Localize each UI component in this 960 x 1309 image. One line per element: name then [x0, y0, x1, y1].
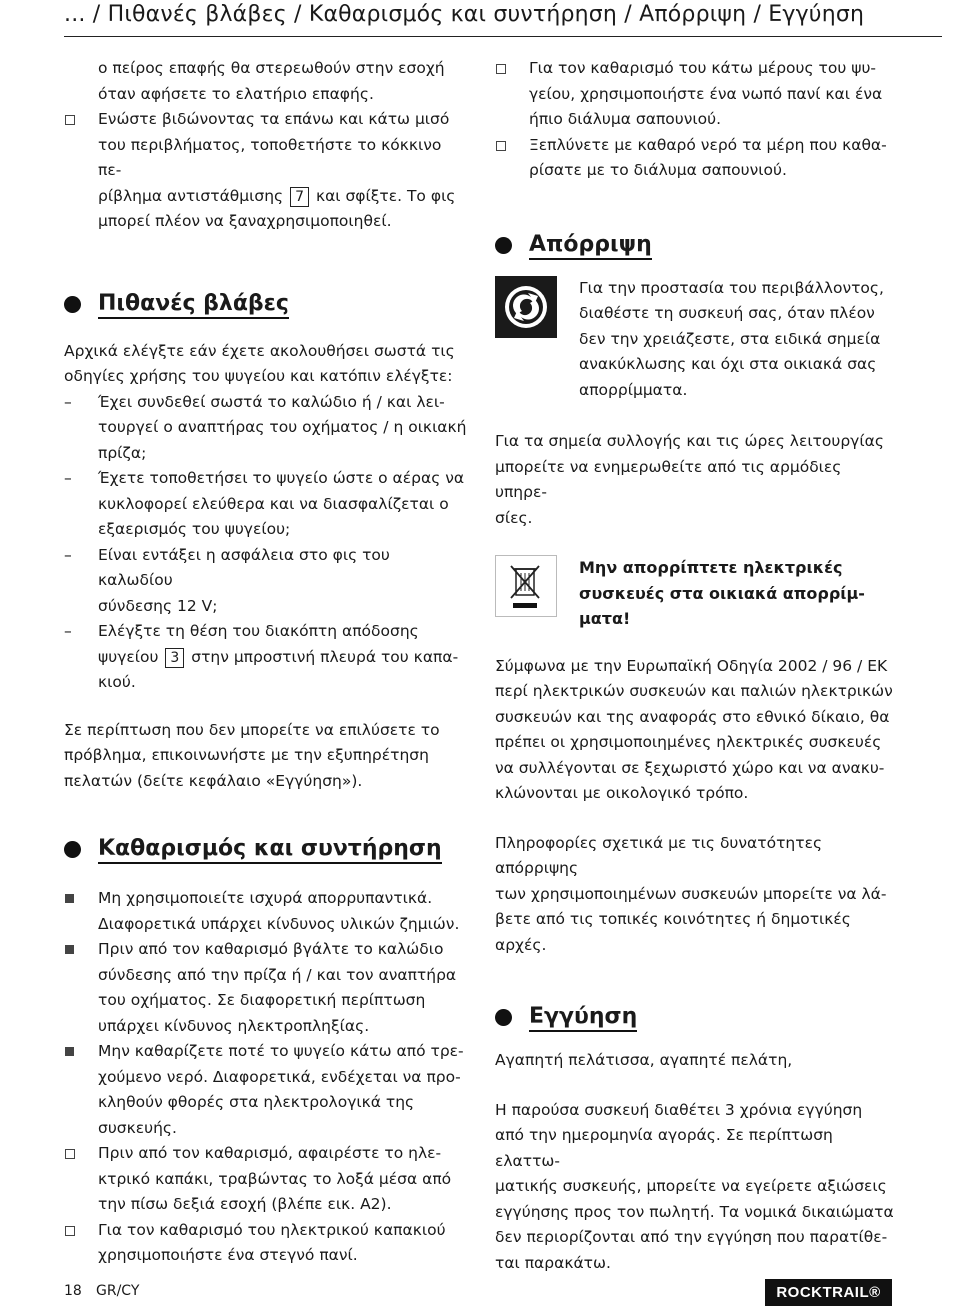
text-line: πρέπει οι χρησιμοποιημένες ηλεκτρικές συσκευές — [495, 733, 882, 751]
intro-continuation — [64, 56, 468, 107]
recycle-icon — [495, 276, 557, 338]
greeting-text: Αγαπητή πελάτισσα, αγαπητέ πελάτη, — [495, 1051, 793, 1069]
text-line: ανακύκλωσης και όχι στα οικιακά σας — [579, 355, 877, 373]
page-header: ... / Πιθανές βλάβες / Καθαρισμός και συντήρηση / Απόρριψη / Εγγύηση — [64, 2, 865, 27]
text-line: Πληροφορίες σχετικά με τις δυνατότητες απόρριψης — [495, 833, 823, 877]
text-line: κιού. — [98, 673, 136, 691]
text-line: Ελέγξτε τη θέση του διακόπτη απόδοσης — [98, 622, 419, 640]
heading-text: Απόρριψη — [529, 232, 652, 260]
text-line: Έχει συνδεθεί σωστά το καλώδιο ή / και λει- — [98, 392, 445, 411]
text-line: Ξεπλύνετε με καθαρό νερό τα μέρη που καθα- — [529, 135, 887, 154]
warning-item — [64, 937, 468, 1039]
text-line: τουργεί ο αναπτήρας του οχήματος / η οικιακή — [98, 418, 467, 436]
text-line: πρίζα; — [98, 443, 147, 462]
check-item — [64, 466, 468, 543]
text-line: βετε από τις τοπικές κοινότητες ή δημοτικές αρχές. — [495, 910, 851, 954]
text-line: των χρησιμοποιημένων συσκευών μπορείτε να λά- — [495, 884, 887, 903]
text-line: μπορεί πλέον να ξαναχρησιμοποιηθεί. — [98, 212, 392, 230]
text-line: από την ημερομηνία αγοράς. Σε περίπτωση ελαττω- — [495, 1126, 833, 1170]
text-line: Μη χρησιμοποιείτε ισχυρά απορρυπαντικά. — [98, 889, 433, 907]
text-line: Για τα σημεία συλλογής και τις ώρες λειτουργίας — [495, 432, 884, 450]
heading-text: Καθαρισμός και συντήρηση — [98, 836, 442, 864]
section-heading-disposal — [495, 230, 895, 260]
text-line: Πριν από τον καθαρισμό, αφαιρέστε το ηλε- — [98, 1144, 442, 1162]
text-line: Για τον καθαρισμό του ηλεκτρικού καπακιού — [98, 1220, 446, 1239]
text-line: διαθέστε τη συσκευή σας, όταν πλέον — [579, 304, 875, 322]
text-line: εγγύησης προς τον πωλητή. Τα νομικά δικαιώματα — [495, 1202, 894, 1221]
text-line: πρόβλημα, επικοινωνήστε με την εξυπηρέτηση — [64, 746, 429, 764]
text-line: Πριν από τον καθαρισμό βγάλτε το καλώδιο — [98, 940, 444, 958]
text-line: συσκευής. — [98, 1118, 177, 1137]
text-line — [98, 184, 468, 210]
text-line: ρίσατε με το διάλυμα σαπουνιού. — [529, 161, 787, 179]
text-line: πελατών (δείτε κεφάλαιο «Εγγύηση»). — [64, 771, 363, 790]
text-line: Διαφορετικά υπάρχει κίνδυνος υλικών ζημιών. — [98, 914, 460, 933]
warning-text: συσκευές στα οικιακά απορρίμ- — [579, 583, 865, 603]
text-line: του οχήματος. Σε διαφορετική περίπτωση — [98, 991, 426, 1009]
text-line: συσκευών και της αναφοράς στο εθνικό δίκαιο, θα — [495, 707, 890, 726]
step-item — [495, 133, 895, 184]
locale-label: GR/CY — [96, 1283, 140, 1299]
part-number-badge: 3 — [165, 648, 184, 668]
text-fragment: ψυγείου — [98, 647, 159, 666]
text-line: κληθούν φθορές στα ηλεκτρολογικά της — [98, 1093, 415, 1111]
bullet-dot-icon — [495, 1009, 512, 1026]
text-line: δεν περιορίζονται από την εγγύηση που παρατίθε- — [495, 1228, 888, 1246]
text-line: Είναι εντάξει η ασφάλεια στο φις του καλωδίου — [98, 545, 390, 589]
text-line: ήπιο διάλυμα σαπουνιού. — [529, 110, 722, 128]
text-line: κλώνονται με οικολογικό τρόπο. — [495, 784, 749, 802]
warning-item — [64, 886, 468, 937]
page-number: 18 — [64, 1283, 82, 1299]
text-line: οδηγίες χρήσης του ψυγείου και κατόπιν ελέγξτε: — [64, 367, 453, 385]
text-line: δεν την χρειάζεστε, στα ειδικά σημεία — [579, 329, 881, 348]
text-line: χρησιμοποιήστε ένα στεγνό πανί. — [98, 1246, 358, 1264]
header-rule — [64, 36, 942, 37]
check-item — [64, 619, 468, 696]
text-line: Ενώστε βιδώνοντας τα επάνω και κάτω μισό — [98, 110, 450, 128]
crossed-bin-icon — [495, 555, 557, 617]
step-item — [64, 1218, 468, 1269]
section-heading-faults — [64, 289, 468, 319]
text-line: γείου, χρησιμοποιήστε ένα νωπό πανί και ένα — [529, 84, 883, 103]
text-line: κτρικό καπάκι, τραβώντας το λοξά μέσα από — [98, 1169, 452, 1188]
text-line: απορρίμματα. — [579, 380, 688, 399]
brand-logo: ROCKTRAIL® — [765, 1279, 892, 1306]
text-line: κυκλοφορεί ελεύθερα και να διασφαλίζεται ο — [98, 494, 449, 513]
recycle-block — [495, 276, 895, 404]
text-line: Για την προστασία του περιβάλλοντος, — [579, 278, 884, 297]
text-fragment: ρίβλημα αντιστάθμισης — [98, 186, 284, 205]
section-heading-warranty — [495, 1002, 895, 1032]
check-item — [64, 390, 468, 467]
check-item — [64, 543, 468, 620]
text-line: να συλλέγονται σε ξεχωριστό χώρο και να ανακυ- — [495, 758, 885, 777]
text-line: όταν αφήσετε το ελατήριο επαφής. — [98, 84, 374, 103]
right-column — [495, 56, 895, 1276]
text-line: σύνδεσης 12 V; — [98, 596, 218, 615]
part-number-badge: 7 — [290, 187, 309, 207]
text-line: Σε περίπτωση που δεν μπορείτε να επιλύσετε το — [64, 720, 440, 739]
text-line: εξαερισμός του ψυγείου; — [98, 520, 291, 538]
text-line: υπάρχει κίνδυνος ηλεκτροπληξίας. — [98, 1016, 370, 1035]
text-line: ο πείρος επαφής θα στερεωθούν στην εσοχή — [98, 59, 445, 77]
text-line: Έχετε τοποθετήσει το ψυγείο ώστε ο αέρας να — [98, 469, 465, 487]
text-line: Για τον καθαρισμό του κάτω μέρους του ψυ- — [529, 59, 877, 77]
step-item — [495, 56, 895, 133]
text-fragment: στην μπροστινή πλευρά του καπα- — [191, 647, 459, 666]
text-line: ματικής συσκευής, μπορείτε να εγείρετε αξιώσεις — [495, 1177, 887, 1195]
step-item — [64, 1141, 468, 1218]
bullet-dot-icon — [495, 237, 512, 254]
list-item — [64, 107, 468, 235]
text-line: χούμενο νερό. Διαφορετικά, ενδέχεται να προ- — [98, 1067, 461, 1086]
text-line: Αρχικά ελέγξτε εάν έχετε ακολουθήσει σωστά τις — [64, 341, 455, 360]
text-line: περί ηλεκτρικών συσκευών και παλιών ηλεκτρικών — [495, 682, 893, 700]
bullet-dot-icon — [64, 296, 81, 313]
heading-text: Πιθανές βλάβες — [98, 291, 289, 319]
text-line: Η παρούσα συσκευή διαθέτει 3 χρόνια εγγύηση — [495, 1100, 863, 1119]
text-fragment: και σφίξτε. Το φις — [315, 186, 456, 205]
text-line — [98, 645, 468, 671]
weee-block — [495, 555, 895, 632]
text-line: την πίσω δεξιά εσοχή (βλέπε εικ. A2). — [98, 1195, 392, 1213]
left-column — [64, 56, 468, 1269]
text-line: Σύμφωνα με την Ευρωπαϊκή Οδηγία 2002 / 96 / EK — [495, 656, 888, 675]
text-line: ται παρακάτω. — [495, 1253, 611, 1272]
warning-text: ματα! — [579, 609, 631, 628]
bullet-dot-icon — [64, 841, 81, 858]
text-line: Μην καθαρίζετε ποτέ το ψυγείο κάτω από τρε- — [98, 1042, 464, 1060]
warning-item — [64, 1039, 468, 1141]
text-line: σίες. — [495, 508, 533, 527]
heading-text: Εγγύηση — [529, 1004, 637, 1032]
text-line: μπορείτε να ενημερωθείτε από τις αρμόδιες υπηρε- — [495, 457, 842, 501]
section-heading-cleaning — [64, 834, 468, 864]
text-line: του περιβλήματος, τοποθετήστε το κόκκινο πε- — [98, 135, 442, 179]
text-line: σύνδεσης από την πρίζα ή / και τον αναπτήρα — [98, 965, 457, 984]
warning-text: Μην απορρίπτετε ηλεκτρικές — [579, 558, 843, 577]
